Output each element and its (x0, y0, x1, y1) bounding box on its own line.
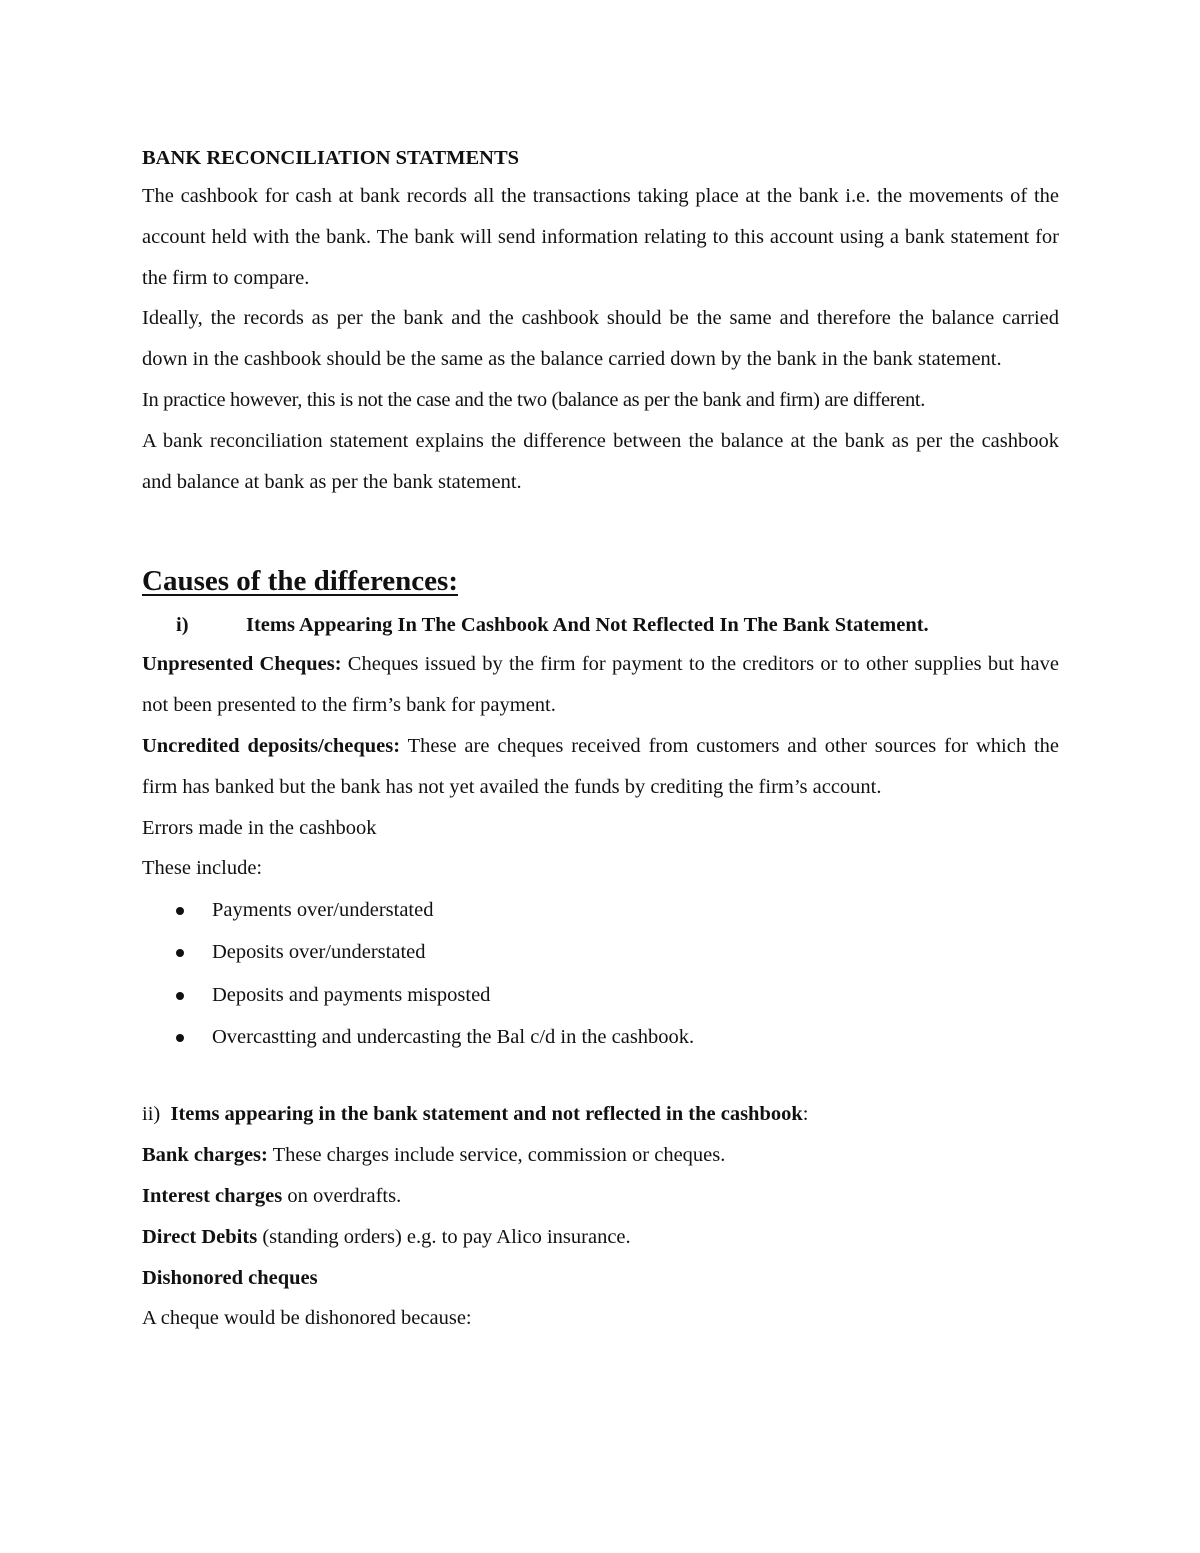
sub-heading-i (142, 606, 1059, 644)
these-include-line: These include: (142, 857, 263, 880)
errors-line: Errors made in the cashbook (142, 816, 377, 839)
dishonored-cheques-heading (142, 1258, 1059, 1299)
paragraph-direct-debits (142, 1217, 1059, 1258)
bullet-icon (176, 907, 184, 915)
bullet-icon (176, 949, 184, 957)
sub-heading-text: Items appearing in the bank statement and not reflected in the cashbook (170, 1103, 803, 1126)
term-description: These charges include service, commission or cheques. (267, 1144, 726, 1167)
list-item (142, 889, 1059, 931)
document-title: BANK RECONCILIATION STATMENTS (142, 147, 520, 169)
sub-heading-colon: : (802, 1103, 809, 1126)
paragraph-unpresented-cheques (142, 644, 1059, 726)
section-title: Causes of the differences: (142, 565, 458, 598)
term-description: Cheques issued by the firm for payment to the creditors or to other supplies but have not been presented to the firm’s bank for payment. (142, 653, 1060, 717)
list-item (142, 931, 1059, 973)
term-description: These are cheques received from customers and other sources for which the firm has banked but the bank has not yet availed the funds by crediting the firm’s account. (142, 734, 1059, 798)
dishonored-reason-line: A cheque would be dishonored because: (142, 1307, 472, 1330)
term-label: Dishonored cheques (142, 1266, 318, 1289)
term-label: Uncredited deposits/cheques: (142, 734, 401, 757)
list-item-text: Deposits and payments misposted (212, 983, 491, 1006)
list-item (142, 1016, 1059, 1058)
paragraph-ideally: Ideally, the records as per the bank and the cashbook should be the same and therefore the balance carried down in the cashbook should be the same as the balance carried down by the bank in the bank statement. (142, 307, 1059, 371)
term-description: on overdrafts. (282, 1184, 402, 1207)
sub-heading-ii (142, 1094, 1059, 1135)
paragraph-cashbook: The cashbook for cash at bank records all the transactions taking place at the bank i.e. the movements of the account held with the bank. The bank will send information relating to this account using a bank statement for the firm to compare. (142, 185, 1059, 289)
paragraph-uncredited-deposits (142, 726, 1059, 808)
list-item (142, 974, 1059, 1016)
paragraph-interest-charges (142, 1176, 1059, 1217)
term-label: Unpresented Cheques: (142, 653, 342, 676)
list-item-text: Overcastting and undercasting the Bal c/d in the cashbook. (212, 1026, 695, 1049)
term-label: Bank charges: (142, 1144, 268, 1167)
list-item-text: Payments over/understated (212, 899, 434, 922)
term-label: Direct Debits (142, 1225, 258, 1248)
document-page (142, 140, 1059, 1339)
paragraph-in-practice: In practice however, this is not the case and the two (balance as per the bank and firm) are different. (142, 388, 925, 411)
term-description: (standing orders) e.g. to pay Alico insurance. (257, 1225, 631, 1248)
sub-heading-text: Items Appearing In The Cashbook And Not Reflected In The Bank Statement. (246, 614, 929, 637)
sub-heading-number: ii) (142, 1103, 161, 1126)
bullet-icon (176, 1034, 184, 1042)
paragraph-reconciliation-definition: A bank reconciliation statement explains the difference between the balance at the bank as per the cashbook and balance at bank as per the bank statement. (142, 429, 1059, 493)
bullet-icon (176, 992, 184, 1000)
sub-heading-number: i) (176, 614, 189, 637)
term-label: Interest charges (142, 1184, 283, 1207)
list-item-text: Deposits over/understated (212, 941, 426, 964)
paragraph-bank-charges (142, 1135, 1059, 1176)
error-bullet-list (142, 889, 1059, 1058)
